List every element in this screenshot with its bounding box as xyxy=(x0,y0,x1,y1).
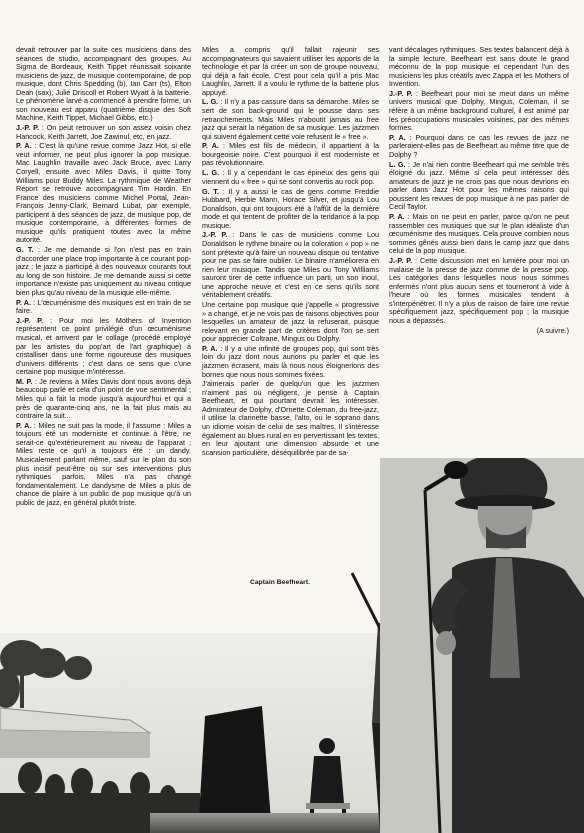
speaker-initials: P. A. xyxy=(389,212,405,222)
paragraph xyxy=(202,98,379,141)
paragraph xyxy=(202,46,379,97)
paragraph-text: : On peut retrouver un son assez voisin chez Hancock, Keith Jarrett, Joe Zawinul, etc, en jazz. xyxy=(16,123,191,141)
paragraph xyxy=(202,301,379,344)
paragraph xyxy=(389,257,569,325)
paragraph-text: : Cette discussion met en lumière pour moi un malaise de la presse de jazz comme de la presse pop. Les catégories dans lesquelles nous nous sommes enfermés n'ont plus aucun sens et tourneront à vide à l'heure où les formes musicales tendent à s'interpénétrer. Il n'y a plus de raison de faire une revue spécifiquement jazz, spécifiquement pop ; la musique nous a dépassés. xyxy=(389,256,569,325)
concert-photo xyxy=(0,458,584,833)
paragraph-text: : L'œcuménisme des musiques est en train de se faire. xyxy=(16,297,192,316)
paragraph-text: : Dans le cas de musiciens comme Lou Donaldson le rythme binaire ou la coloration « pop » ne sont prétexte qu'à faire un nouveau disque ou tentative pour ne pas se faire oublier. Le binaire n'améliorera en rien leur musique. Tandis que Miles ou Tony Williams sauront tirer de cette influence un parti, un son inouï, une approche neuve et c'est en ce sens qu'ils sont véritablement créatifs. xyxy=(202,230,379,300)
paragraph-text: : Je reviens à Miles Davis dont nous avons déjà beaucoup parlé et cela d'un point de vue sentimental ; Miles qui a fait la mode jusqu'à aujourd'hui et qui a près de quarante-cinq ans, ne la fait plus mais au contraire la suit... xyxy=(16,376,191,421)
paragraph-text: : C'est là qu'une revue comme Jazz Hot, si elle veut informer, ne peut plus ignorer la pop musique. Mac Laughlin travaille avec Jack Bruce, avec Larry Coryell, ensuite avec Miles Davis, il quitte Tony Williams pour Buddy Miles. La rythmique de Weather Report se retrouve accompagnant Tim Hardin. En France des musiciens comme Michel Portal, Jean-François Jenny-Clark, Bernard Lubat, par exemple, participent à des séances de jazz, de musique pop, de musique contemporaine, à différentes formes de musique qu'ils pratiquent toutes avec la même autorité. xyxy=(16,141,191,245)
paragraph xyxy=(16,124,191,141)
paragraph xyxy=(389,90,569,133)
paragraph-text: : Il y a une infinité de groupes pop, qui sont très loin du jazz dont nous aurions pu parler et que les jazzmen écrasent, mais là nous nous éloignerions des bornes que nous nous sommes fixées. xyxy=(202,343,379,379)
paragraph-text: : Miles est fils de médecin, il appartient à la bourgeoisie noire. C'est pourquoi il est moderniste et pas révolutionnaire. xyxy=(202,141,379,168)
speaker-initials: L. G. xyxy=(202,97,219,107)
speaker-initials: J.-P. P. xyxy=(16,123,39,133)
paragraph xyxy=(16,299,191,316)
speaker-initials: G. T. xyxy=(202,186,219,196)
to-be-continued: (A suivre.) xyxy=(536,325,569,335)
speaker-initials: J.-P. P. xyxy=(202,230,228,240)
paragraph-text: Une certaine pop musique que j'appelle « progressive » a changé, et je ne vois pas de raisons objectives pour lesquelles un amateur de jazz la refuserait, puisque relevant en grande part de critères dont l'on se sert pour apprécier Coltrane, Mingus ou Dolphy. xyxy=(202,299,380,344)
speaker-initials: P. A. xyxy=(16,141,32,151)
paragraph xyxy=(389,213,569,256)
paragraph-text: : Il y a aussi le cas de gens comme Freddie Hubbard, Herbie Mann, Horace Silver, et jusqu'à Lou Donaldson, qui ont toujours été à l'affût de la dernière mode et qui tentent de profiter de la tendance à la pop musique. xyxy=(202,186,379,230)
photo-caption: Captain Beefheart. xyxy=(250,579,311,586)
paragraph-text: : Miles ne suit pas la mode, il l'assume : Miles a toujours été un moderniste et continue à l'être, ne serait-ce qu'extérieurement au niveau de l'apparat ; Miles reste ce qu'il a toujours été : un dandy. Musicalement parlant même, sauf sur le plan du son plus incisif peut-être ou sur ses interventions plus rythmiques parfois, Miles n'a pas changé fondamentalement. Le dandysme de Miles a plus de chance de plaire à un public de pop musique qu'à un public de jazz, en général plutôt triste. xyxy=(16,420,192,507)
paragraph-text: : Pourquoi dans ce cas les revues de jazz ne parleraient-elles pas de Beefheart au même titre que de Dolphy ? xyxy=(389,132,570,159)
speaker-initials: L. G. xyxy=(389,159,406,169)
paragraph-text: J'aimerais parler de quelqu'un que les jazzmen n'aiment pas ou négligent, je pense à Captain Beefheart, et qui pourtant devrait les intéresser. Admirateur de Dolphy, d'Ornette Coleman, du free-jazz, il utilise la clarinette basse, l'alto, ou le soprano dans un idiome voisin de celui de ses maîtres. Il s'intéresse également au blues rural en en pervertissant les textes, en leur ajoutant une dimension absurde et une scansion particulière, déséquilibrée par de sa- xyxy=(202,379,379,457)
paragraph-text: : Beefheart pour moi se meut dans un même univers musical que Dolphy, Mingus, Coleman, il se réfère à un même background culturel, il est animé par les préoccupations musicales voisines, par des mêmes formes. xyxy=(389,88,569,133)
paragraph xyxy=(202,345,379,379)
paragraph xyxy=(389,46,569,89)
paragraph xyxy=(16,142,191,245)
paragraph xyxy=(16,246,191,297)
paragraph-text: : Mais on ne peut en parler, parce qu'on ne peut rassembler ces musiques que sur le plan idéaliste d'un œcuménisme des musiques. Cela prouve combien nous sommes gênés aussi bien dans le camp jazz que dans celui de la pop musique. xyxy=(389,212,570,256)
speaker-initials: J.-P. P. xyxy=(389,88,413,98)
paragraph xyxy=(202,380,379,457)
speaker-initials: G. T. xyxy=(16,245,34,255)
paragraph-text: : Pour moi les Mothers of Invention représentent ce point privilégié d'un œcuménisme musical, et arrivent par le collage (procédé employé par les artistes du pop'art de l'art graphique) à cristalliser dans une forme rigoureuse des musiques d'univers différents ; c'est dans ce sens que c'une certaine pop musique m'intéresse. xyxy=(16,315,191,377)
speaker-initials: J.-P. P. xyxy=(16,315,44,325)
speaker-initials: P. A. xyxy=(16,420,32,430)
paragraph xyxy=(389,134,569,160)
paragraph-text: : Je me demande si l'on n'est pas en train d'accorder une place trop importante à ce courant pop-jazz : le jazz a participé à des nouveaux courants tout au long de son histoire. Je me demande aussi si cette importance n'existe pas uniquement au niveau critique bien plus qu'au niveau de la musique elle-même. xyxy=(16,245,191,297)
speaker-initials: P. A. xyxy=(16,297,31,307)
paragraph xyxy=(16,378,191,421)
article-column-3 xyxy=(389,46,569,394)
paragraph xyxy=(202,188,379,231)
paragraph xyxy=(202,231,379,299)
paragraph-text: : Il n'y a pas cassure dans sa démarche. Miles se sert de son back-ground qui le pousse dans ses retranchements. Mais Miles n'aboutit jamais au free jazz qui serait la négation de sa musique. Les jazzmen qui suivent également cette voie refusent le « free ». xyxy=(202,97,379,141)
paragraph xyxy=(202,142,379,168)
speaker-initials: M. P. xyxy=(16,376,33,386)
paragraph-text: : Il y a cependant le cas épineux des gens qui viennent du « free » qui se sont convertis au rock pop. xyxy=(202,168,379,186)
paragraph-text: Miles a compris qu'il fallait rajeunir ses accompagnateurs qui savaient utiliser les apports de la technologie et par là créer un son de groupe nouveau, qui déjà a fait école. C'est pour cela qu'il a pris Mac Laughlin, Jarrett. Il a voulu le rythme de la batterie plus appuyé. xyxy=(202,45,379,97)
speaker-initials: P. A. xyxy=(202,141,219,151)
paragraph xyxy=(16,46,191,123)
speaker-initials: P. A. xyxy=(389,132,406,142)
paragraph-text: devait retrouver par la suite ces musiciens dans des séances de studio, accompagnant des groupes. Au Sigma de Bordeaux, Keith Tippet réunissait soixante musiciens de jazz, de musique contemporaine, de pop musique, dont Chris Spedding (b), Ian Carr (ts), Elton Dean (sax), Julie Driscoll et Robert Wyatt à la batterie. Le phénomène larvé a commencé à prendre forme, un son nouveau est apparu (quatrième disque des Soft Machine, Keith Tippet, Michael Gibbs, etc.) xyxy=(16,45,191,123)
paragraph xyxy=(389,161,569,212)
paragraph-text: vant décalages rythmiques. Ses textes balancent déjà à la simple lecture. Beefheart est sans doute le grand méconnu de la pop musique et cependant l'un des musiciens les plus créatifs avec Zappa et les Mothers of Invention. xyxy=(389,45,569,89)
paragraph xyxy=(202,169,379,186)
speaker-initials: J.-P. P. xyxy=(389,256,413,266)
speaker-initials: L. G. xyxy=(202,168,220,178)
paragraph-text: : Je n'ai rien contre Beefheart qui me semble très éloigné du jazz. Même si cela peut intéresser des amateurs de jazz je ne crois pas que nous devrions en parler dans Jazz Hot pour les mêmes raisons qui poussent les revues de pop musique à ne pas parler de Cecil Taylor. xyxy=(389,159,569,212)
speaker-initials: P. A. xyxy=(202,343,218,353)
paragraph xyxy=(16,317,191,377)
